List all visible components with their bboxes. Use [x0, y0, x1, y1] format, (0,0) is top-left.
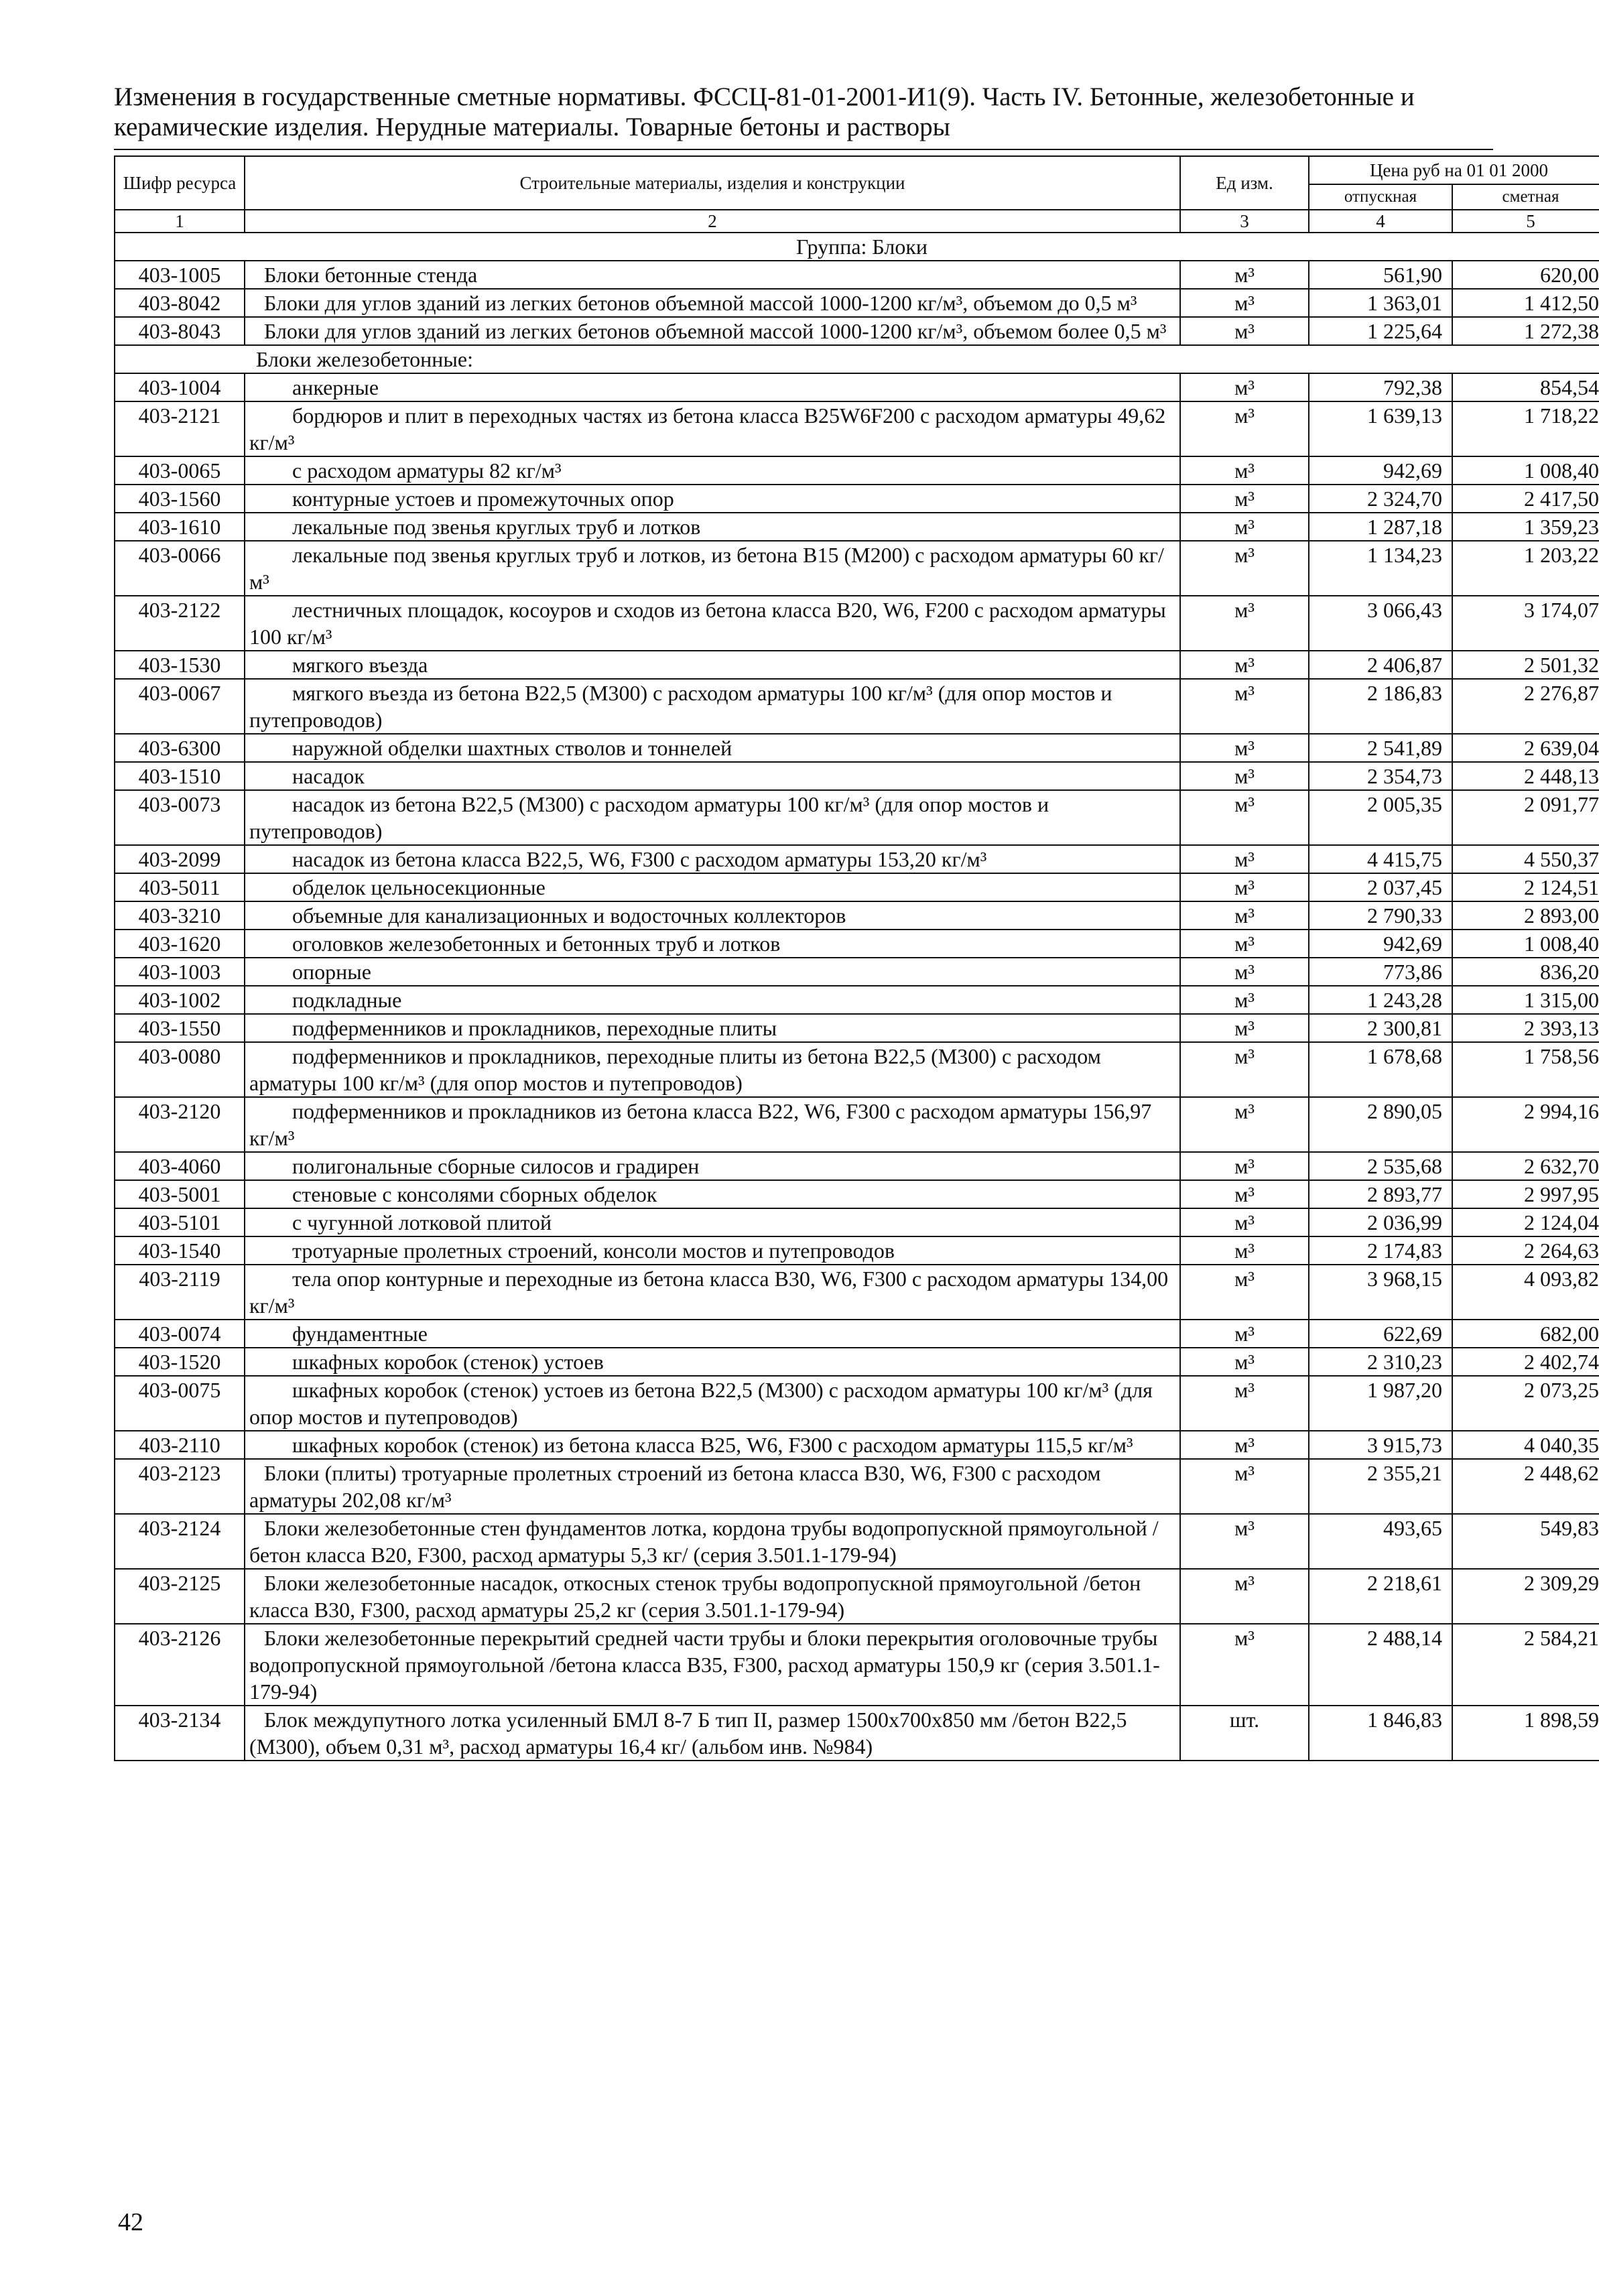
material-name: бордюров и плит в переходных частях из бетона класса В25W6F200 с расходом арматуры 49,62 кг/м³: [245, 401, 1180, 456]
resource-code: 403-2110: [115, 1431, 245, 1459]
resource-code: 403-5101: [115, 1208, 245, 1236]
price-release: 493,65: [1309, 1514, 1452, 1569]
price-estimate: 4 550,37: [1452, 845, 1599, 873]
price-release: 2 186,83: [1309, 679, 1452, 734]
resource-code: 403-0067: [115, 679, 245, 734]
price-release: 1 134,23: [1309, 541, 1452, 596]
resource-code: 403-0065: [115, 456, 245, 485]
material-name: Блоки бетонные стенда: [245, 261, 1180, 289]
price-estimate: 2 073,25: [1452, 1376, 1599, 1431]
unit: м³: [1180, 1431, 1309, 1459]
table-row: [115, 734, 1599, 762]
table-row: [115, 930, 1599, 958]
table-row: [115, 1514, 1599, 1569]
table-row: [115, 986, 1599, 1014]
price-release: 2 541,89: [1309, 734, 1452, 762]
unit: м³: [1180, 1320, 1309, 1348]
document-title: Изменения в государственные сметные нормативы. ФССЦ-81-01-2001-И1(9). Часть IV. Бетонные, железобетонные и керамические изделия. Нерудные материалы. Товарные бетоны и растворы: [114, 82, 1415, 141]
price-release: 2 488,14: [1309, 1624, 1452, 1706]
price-estimate: 1 272,38: [1452, 317, 1599, 345]
price-release: 3 968,15: [1309, 1265, 1452, 1320]
material-name: подкладные: [245, 986, 1180, 1014]
material-name: насадок из бетона В22,5 (М300) с расходом арматуры 100 кг/м³ (для опор мостов и путепроводов): [245, 790, 1180, 845]
price-release: 1 846,83: [1309, 1706, 1452, 1761]
material-name: Блоки (плиты) тротуарные пролетных строений из бетона класса В30, W6, F300 с расходом арматуры 202,08 кг/м³: [245, 1459, 1180, 1514]
table-row: [115, 317, 1599, 345]
table-row: [115, 456, 1599, 485]
price-release: 2 218,61: [1309, 1569, 1452, 1624]
price-release: 622,69: [1309, 1320, 1452, 1348]
table-row: [115, 1042, 1599, 1097]
price-release: 2 406,87: [1309, 651, 1452, 679]
unit: м³: [1180, 1265, 1309, 1320]
material-name: оголовков железобетонных и бетонных труб и лотков: [245, 930, 1180, 958]
material-name: лестничных площадок, косоуров и сходов из бетона класса В20, W6, F200 с расходом арматуры 100 кг/м³: [245, 596, 1180, 651]
resource-code: 403-8042: [115, 289, 245, 317]
unit: м³: [1180, 762, 1309, 790]
table-row: [115, 651, 1599, 679]
material-name: подферменников и прокладников из бетона класса В22, W6, F300 с расходом арматуры 156,97 кг/м³: [245, 1097, 1180, 1152]
material-name: полигональные сборные силосов и градирен: [245, 1152, 1180, 1180]
unit: м³: [1180, 651, 1309, 679]
table-row: [115, 1097, 1599, 1152]
price-release: 3 915,73: [1309, 1431, 1452, 1459]
resource-code: 403-1510: [115, 762, 245, 790]
resource-code: 403-1002: [115, 986, 245, 1014]
price-release: 2 890,05: [1309, 1097, 1452, 1152]
resource-code: 403-2120: [115, 1097, 245, 1152]
price-estimate: 4 093,82: [1452, 1265, 1599, 1320]
resource-code: 403-2134: [115, 1706, 245, 1761]
unit: м³: [1180, 790, 1309, 845]
price-estimate: 549,83: [1452, 1514, 1599, 1569]
resource-code: 403-0073: [115, 790, 245, 845]
material-name: стеновые с консолями сборных обделок: [245, 1180, 1180, 1208]
table-row: [115, 1459, 1599, 1514]
resource-code: 403-2121: [115, 401, 245, 456]
material-name: насадок из бетона класса В22,5, W6, F300 с расходом арматуры 153,20 кг/м³: [245, 845, 1180, 873]
column-number: 4: [1309, 210, 1452, 233]
table-body: [115, 233, 1599, 1761]
material-name: обделок цельносекционные: [245, 873, 1180, 901]
price-release: 773,86: [1309, 958, 1452, 986]
subgroup-title: Блоки железобетонные:: [115, 345, 1599, 373]
table-row: [115, 1152, 1599, 1180]
resource-code: 403-8043: [115, 317, 245, 345]
material-name: подферменников и прокладников, переходные плиты из бетона В22,5 (М300) с расходом арматуры 100 кг/м³ (для опор мостов и путепроводов): [245, 1042, 1180, 1097]
price-release: 2 355,21: [1309, 1459, 1452, 1514]
price-release: 561,90: [1309, 261, 1452, 289]
table-row: [115, 1706, 1599, 1761]
price-release: 2 354,73: [1309, 762, 1452, 790]
price-estimate: 3 174,07: [1452, 596, 1599, 651]
material-name: контурные устоев и промежуточных опор: [245, 485, 1180, 513]
material-name: подферменников и прокладников, переходные плиты: [245, 1014, 1180, 1042]
material-name: насадок: [245, 762, 1180, 790]
material-name: фундаментные: [245, 1320, 1180, 1348]
resource-code: 403-5001: [115, 1180, 245, 1208]
price-release: 1 243,28: [1309, 986, 1452, 1014]
table-row: [115, 1180, 1599, 1208]
unit: м³: [1180, 845, 1309, 873]
table-row: [115, 401, 1599, 456]
price-estimate: 1 412,50: [1452, 289, 1599, 317]
material-name: Блок междупутного лотка усиленный БМЛ 8-7 Б тип II, размер 1500х700х850 мм /бетон В22,5 (М300), объем 0,31 м³, расход арматуры 16,4 кг/ (альбом инв. №984): [245, 1706, 1180, 1761]
price-release: 4 415,75: [1309, 845, 1452, 873]
header-code: Шифр ресурса: [115, 156, 245, 210]
price-release: 1 639,13: [1309, 401, 1452, 456]
material-name: лекальные под звенья круглых труб и лотков, из бетона В15 (М200) с расходом арматуры 60 кг/м³: [245, 541, 1180, 596]
price-release: 1 987,20: [1309, 1376, 1452, 1431]
price-estimate: 2 264,63: [1452, 1236, 1599, 1265]
table-row: [115, 762, 1599, 790]
resource-code: 403-1520: [115, 1348, 245, 1376]
resource-code: 403-2125: [115, 1569, 245, 1624]
table-row: [115, 1624, 1599, 1706]
price-estimate: 2 402,74: [1452, 1348, 1599, 1376]
unit: м³: [1180, 541, 1309, 596]
price-release: 3 066,43: [1309, 596, 1452, 651]
unit: м³: [1180, 873, 1309, 901]
unit: м³: [1180, 401, 1309, 456]
subgroup-heading-row: [115, 345, 1599, 373]
material-name: мягкого въезда: [245, 651, 1180, 679]
price-release: 2 174,83: [1309, 1236, 1452, 1265]
table-row: [115, 1431, 1599, 1459]
unit: м³: [1180, 1459, 1309, 1514]
page-number: 42: [118, 2208, 143, 2236]
column-number: 3: [1180, 210, 1309, 233]
price-estimate: 1 359,23: [1452, 513, 1599, 541]
table-row: [115, 1348, 1599, 1376]
table-row: [115, 261, 1599, 289]
resource-code: 403-3210: [115, 901, 245, 930]
header-price: Цена руб на 01 01 2000: [1309, 156, 1599, 184]
unit: м³: [1180, 901, 1309, 930]
column-number: 5: [1452, 210, 1599, 233]
resource-code: 403-1560: [115, 485, 245, 513]
table-row: [115, 901, 1599, 930]
material-name: с чугунной лотковой плитой: [245, 1208, 1180, 1236]
material-name: шкафных коробок (стенок) из бетона класса В25, W6, F300 с расходом арматуры 115,5 кг/м³: [245, 1431, 1180, 1459]
table-row: [115, 1320, 1599, 1348]
resource-code: 403-1003: [115, 958, 245, 986]
unit: м³: [1180, 986, 1309, 1014]
table-row: [115, 513, 1599, 541]
price-estimate: 1 898,59: [1452, 1706, 1599, 1761]
resource-code: 403-2126: [115, 1624, 245, 1706]
header-name: Строительные материалы, изделия и конструкции: [245, 156, 1180, 210]
table-row: [115, 873, 1599, 901]
table-row: [115, 1236, 1599, 1265]
price-release: 2 036,99: [1309, 1208, 1452, 1236]
group-title: Группа: Блоки: [115, 233, 1599, 261]
material-name: объемные для канализационных и водосточных коллекторов: [245, 901, 1180, 930]
resource-code: 403-5011: [115, 873, 245, 901]
resource-code: 403-1540: [115, 1236, 245, 1265]
table-row: [115, 485, 1599, 513]
price-estimate: 2 994,16: [1452, 1097, 1599, 1152]
table-row: [115, 596, 1599, 651]
material-name: Блоки для углов зданий из легких бетонов объемной массой 1000-1200 кг/м³, объемом более 0,5 м³: [245, 317, 1180, 345]
unit: м³: [1180, 679, 1309, 734]
price-release: 1 287,18: [1309, 513, 1452, 541]
header-price-release: отпускная: [1309, 184, 1452, 210]
resource-code: 403-2124: [115, 1514, 245, 1569]
table-row: [115, 1014, 1599, 1042]
resource-code: 403-1005: [115, 261, 245, 289]
price-estimate: 2 276,87: [1452, 679, 1599, 734]
price-estimate: 2 393,13: [1452, 1014, 1599, 1042]
header-unit: Ед изм.: [1180, 156, 1309, 210]
price-release: 1 363,01: [1309, 289, 1452, 317]
price-estimate: 836,20: [1452, 958, 1599, 986]
price-estimate: 4 040,35: [1452, 1431, 1599, 1459]
price-estimate: 2 309,29: [1452, 1569, 1599, 1624]
unit: м³: [1180, 373, 1309, 401]
resource-code: 403-0074: [115, 1320, 245, 1348]
material-name: шкафных коробок (стенок) устоев из бетона В22,5 (М300) с расходом арматуры 100 кг/м³ (для опор мостов и путепроводов): [245, 1376, 1180, 1431]
material-name: мягкого въезда из бетона В22,5 (М300) с расходом арматуры 100 кг/м³ (для опор мостов и путепроводов): [245, 679, 1180, 734]
price-release: 2 300,81: [1309, 1014, 1452, 1042]
price-estimate: 2 124,51: [1452, 873, 1599, 901]
price-release: 942,69: [1309, 456, 1452, 485]
material-name: опорные: [245, 958, 1180, 986]
resource-code: 403-1610: [115, 513, 245, 541]
price-release: 2 037,45: [1309, 873, 1452, 901]
resource-code: 403-2099: [115, 845, 245, 873]
resource-code: 403-2122: [115, 596, 245, 651]
price-estimate: 2 448,13: [1452, 762, 1599, 790]
unit: м³: [1180, 485, 1309, 513]
table-header-row: [115, 156, 1599, 184]
price-estimate: 1 008,40: [1452, 456, 1599, 485]
table-row: [115, 1208, 1599, 1236]
material-name: Блоки железобетонные перекрытий средней части трубы и блоки перекрытия оголовочные трубы водопропускной прямоугольной /бетона класса В35, F300, расход арматуры 150,9 кг (серия 3.501.1-179-94): [245, 1624, 1180, 1706]
unit: м³: [1180, 958, 1309, 986]
price-release: 2 005,35: [1309, 790, 1452, 845]
material-name: анкерные: [245, 373, 1180, 401]
unit: м³: [1180, 1180, 1309, 1208]
table-row: [115, 958, 1599, 986]
resource-code: 403-1550: [115, 1014, 245, 1042]
resource-code: 403-6300: [115, 734, 245, 762]
price-estimate: 2 417,50: [1452, 485, 1599, 513]
resource-code: 403-0075: [115, 1376, 245, 1431]
material-name: шкафных коробок (стенок) устоев: [245, 1348, 1180, 1376]
material-name: наружной обделки шахтных стволов и тоннелей: [245, 734, 1180, 762]
price-estimate: 1 718,22: [1452, 401, 1599, 456]
unit: м³: [1180, 1376, 1309, 1431]
unit: м³: [1180, 1514, 1309, 1569]
material-name: Блоки железобетонные насадок, откосных стенок трубы водопропускной прямоугольной /бетон класса В30, F300, расход арматуры 25,2 кг (серия 3.501.1-179-94): [245, 1569, 1180, 1624]
table-row: [115, 1376, 1599, 1431]
price-estimate: 2 091,77: [1452, 790, 1599, 845]
unit: м³: [1180, 596, 1309, 651]
unit: м³: [1180, 261, 1309, 289]
unit: м³: [1180, 1097, 1309, 1152]
unit: м³: [1180, 456, 1309, 485]
resource-code: 403-1620: [115, 930, 245, 958]
material-name: Блоки железобетонные стен фундаментов лотка, кордона трубы водопропускной прямоугольной /бетон класса В20, F300, расход арматуры 5,3 кг/ (серия 3.501.1-179-94): [245, 1514, 1180, 1569]
column-number-row: [115, 210, 1599, 233]
unit: м³: [1180, 1042, 1309, 1097]
price-estimate: 1 315,00: [1452, 986, 1599, 1014]
price-estimate: 682,00: [1452, 1320, 1599, 1348]
price-release: 942,69: [1309, 930, 1452, 958]
unit: м³: [1180, 1208, 1309, 1236]
material-name: тела опор контурные и переходные из бетона класса В30, W6, F300 с расходом арматуры 134,00 кг/м³: [245, 1265, 1180, 1320]
price-estimate: 1 008,40: [1452, 930, 1599, 958]
price-estimate: 2 584,21: [1452, 1624, 1599, 1706]
column-number: 2: [245, 210, 1180, 233]
unit: м³: [1180, 1236, 1309, 1265]
column-number: 1: [115, 210, 245, 233]
table-row: [115, 679, 1599, 734]
price-estimate: 2 893,00: [1452, 901, 1599, 930]
table-row: [115, 845, 1599, 873]
resource-code: 403-2123: [115, 1459, 245, 1514]
unit: м³: [1180, 513, 1309, 541]
price-estimate: 1 758,56: [1452, 1042, 1599, 1097]
unit: м³: [1180, 1569, 1309, 1624]
table-row: [115, 289, 1599, 317]
price-table: [114, 155, 1599, 1761]
unit: м³: [1180, 1152, 1309, 1180]
price-release: 2 310,23: [1309, 1348, 1452, 1376]
price-estimate: 2 501,32: [1452, 651, 1599, 679]
title-underline: [114, 149, 1493, 150]
price-release: 2 324,70: [1309, 485, 1452, 513]
price-release: 1 678,68: [1309, 1042, 1452, 1097]
price-release: 2 893,77: [1309, 1180, 1452, 1208]
material-name: с расходом арматуры 82 кг/м³: [245, 456, 1180, 485]
price-release: 2 535,68: [1309, 1152, 1452, 1180]
resource-code: 403-0080: [115, 1042, 245, 1097]
resource-code: 403-1530: [115, 651, 245, 679]
price-estimate: 620,00: [1452, 261, 1599, 289]
material-name: Блоки для углов зданий из легких бетонов объемной массой 1000-1200 кг/м³, объемом до 0,5 м³: [245, 289, 1180, 317]
material-name: тротуарные пролетных строений, консоли мостов и путепроводов: [245, 1236, 1180, 1265]
unit: м³: [1180, 930, 1309, 958]
resource-code: 403-0066: [115, 541, 245, 596]
resource-code: 403-4060: [115, 1152, 245, 1180]
group-heading-row: [115, 233, 1599, 261]
price-estimate: 2 632,70: [1452, 1152, 1599, 1180]
material-name: лекальные под звенья круглых труб и лотков: [245, 513, 1180, 541]
price-release: 2 790,33: [1309, 901, 1452, 930]
price-estimate: 854,54: [1452, 373, 1599, 401]
price-estimate: 2 448,62: [1452, 1459, 1599, 1514]
header-price-estimate: сметная: [1452, 184, 1599, 210]
table-row: [115, 373, 1599, 401]
table-row: [115, 541, 1599, 596]
table-row: [115, 790, 1599, 845]
unit: м³: [1180, 289, 1309, 317]
resource-code: 403-1004: [115, 373, 245, 401]
unit: м³: [1180, 317, 1309, 345]
table-row: [115, 1265, 1599, 1320]
unit: м³: [1180, 1348, 1309, 1376]
price-estimate: 2 124,04: [1452, 1208, 1599, 1236]
price-release: 792,38: [1309, 373, 1452, 401]
unit: м³: [1180, 1624, 1309, 1706]
price-estimate: 2 639,04: [1452, 734, 1599, 762]
price-estimate: 1 203,22: [1452, 541, 1599, 596]
resource-code: 403-2119: [115, 1265, 245, 1320]
price-release: 1 225,64: [1309, 317, 1452, 345]
unit: м³: [1180, 734, 1309, 762]
unit: м³: [1180, 1014, 1309, 1042]
table-row: [115, 1569, 1599, 1624]
unit: шт.: [1180, 1706, 1309, 1761]
price-estimate: 2 997,95: [1452, 1180, 1599, 1208]
